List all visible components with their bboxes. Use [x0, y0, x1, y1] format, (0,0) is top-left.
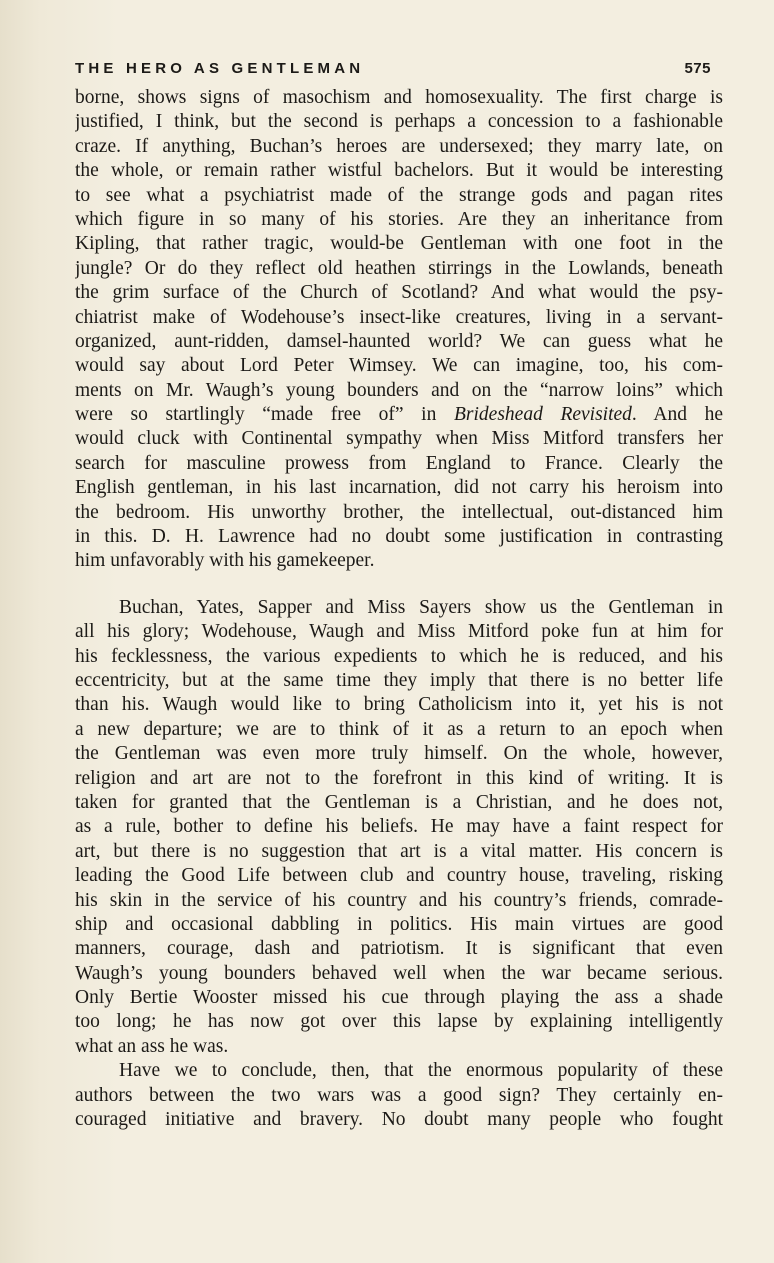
text-line: borne, shows signs of masochism and homosexuality. The first charge is — [75, 87, 723, 108]
text-line: than his. Waugh would like to bring Catholicism into it, yet his is not — [75, 694, 723, 716]
text-line: leading the Good Life between club and country house, traveling, risking — [75, 865, 723, 887]
text-line: jungle? Or do they reflect old heathen stirrings in the Lowlands, beneath — [75, 257, 723, 279]
paragraph-gap — [75, 574, 723, 596]
text-line: authors between the two wars was a good sign? They certainly en- — [75, 1084, 723, 1106]
text-line: taken for granted that the Gentleman is a Christian, and he does not, — [75, 791, 723, 813]
body-text — [75, 86, 723, 1132]
running-head — [75, 60, 711, 80]
text-line: the grim surface of the Church of Scotland? And what would the psy- — [75, 282, 723, 304]
text-line: to see what a psychiatrist made of the strange gods and pagan rites — [75, 184, 723, 206]
text-line: which figure in so many of his stories. Are they an inheritance from — [75, 208, 723, 230]
text-line: in this. D. H. Lawrence had no doubt some justification in contrasting — [75, 526, 723, 548]
running-title: THE HERO AS GENTLEMAN — [75, 60, 365, 77]
text-line: ship and occasional dabbling in politics. His main virtues are good — [75, 913, 723, 935]
text-line: would cluck with Continental sympathy when Miss Mitford transfers her — [75, 428, 723, 450]
text-line: English gentleman, in his last incarnation, did not carry his heroism into — [75, 477, 723, 499]
text-line-with-title — [75, 403, 723, 427]
text-line: a new departure; we are to think of it as a return to an epoch when — [75, 718, 723, 740]
book-title: Brideshead Revisited — [454, 404, 632, 426]
text-line: all his glory; Wodehouse, Waugh and Miss Mitford poke fun at him for — [75, 621, 723, 643]
text-line: manners, courage, dash and patriotism. It is significant that even — [75, 938, 723, 960]
text-run: were so startlingly “made free of” in — [75, 404, 454, 426]
text-line: religion and art are not to the forefront in this kind of writing. It is — [75, 767, 723, 789]
text-line: Buchan, Yates, Sapper and Miss Sayers show us the Gentleman in — [119, 596, 723, 618]
text-line: justified, I think, but the second is perhaps a concession to a fashionable — [75, 111, 723, 133]
text-line: the Gentleman was even more truly himself. On the whole, however, — [75, 743, 723, 765]
paragraph-2 — [75, 596, 723, 1059]
page-number: 575 — [684, 60, 711, 77]
text-line: would say about Lord Peter Wimsey. We can imagine, too, his com- — [75, 355, 723, 377]
text-line: too long; he has now got over this lapse by explaining intelligently — [75, 1011, 723, 1033]
text-run: . And he — [631, 404, 723, 426]
text-line: his fecklessness, the various expedients to which he is reduced, and his — [75, 645, 723, 667]
text-line: search for masculine prowess from England to France. Clearly the — [75, 452, 723, 474]
text-line: Waugh’s young bounders behaved well when the war became serious. — [75, 962, 723, 984]
paragraph-1 — [75, 86, 723, 574]
text-line: chiatrist make of Wodehouse’s insect-like creatures, living in a servant- — [75, 306, 723, 328]
text-line: Only Bertie Wooster missed his cue through playing the ass a shade — [75, 987, 723, 1009]
text-line: his skin in the service of his country and his country’s friends, comrade- — [75, 889, 723, 911]
text-line: ments on Mr. Waugh’s young bounders and on the “narrow loins” which — [75, 379, 723, 401]
text-line: eccentricity, but at the same time they imply that there is no better life — [75, 669, 723, 691]
text-line: art, but there is no suggestion that art is a vital matter. His concern is — [75, 840, 723, 862]
paragraph-3 — [75, 1059, 723, 1132]
text-line: the bedroom. His unworthy brother, the intellectual, out-distanced him — [75, 501, 723, 523]
text-line: Have we to conclude, then, that the enormous popularity of these — [119, 1060, 723, 1082]
text-line: him unfavorably with his gamekeeper. — [75, 550, 375, 572]
text-line: craze. If anything, Buchan’s heroes are undersexed; they marry late, on — [75, 135, 723, 157]
text-line: the whole, or remain rather wistful bachelors. But it would be interesting — [75, 160, 723, 182]
text-line: Kipling, that rather tragic, would-be Gentleman with one foot in the — [75, 233, 723, 255]
text-line: couraged initiative and bravery. No doubt many people who fought — [75, 1109, 723, 1131]
text-line: organized, aunt-ridden, damsel-haunted world? We can guess what he — [75, 330, 723, 352]
text-line: what an ass he was. — [75, 1035, 229, 1057]
text-line: as a rule, bother to define his beliefs. He may have a faint respect for — [75, 816, 723, 838]
